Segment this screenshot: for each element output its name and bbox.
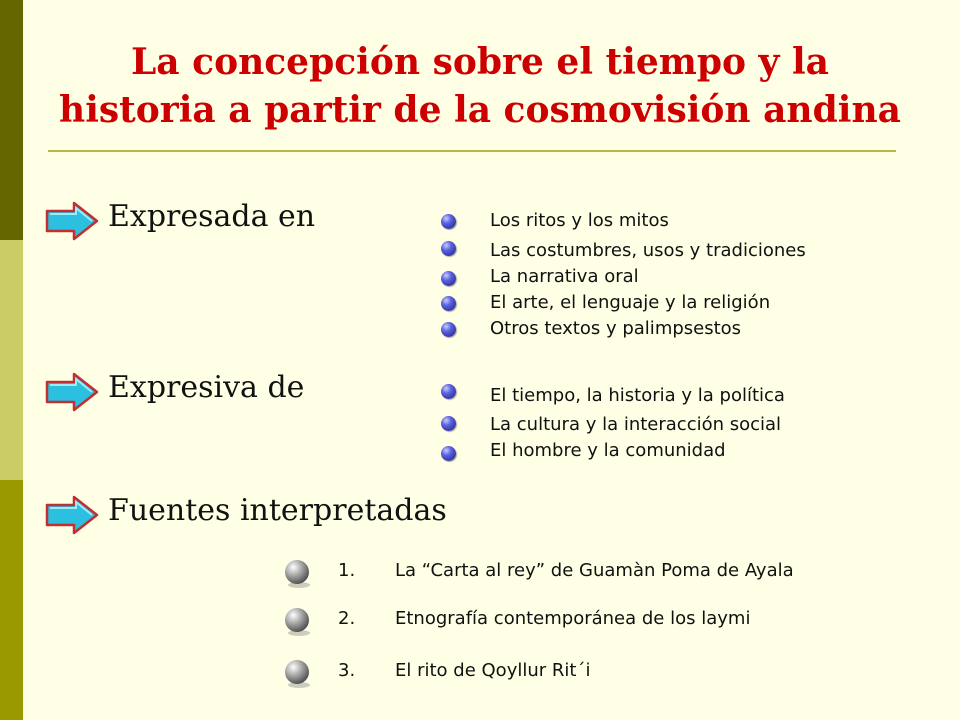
source-number: 1. (338, 560, 356, 581)
source-text: Etnografía contemporánea de los laymi (395, 608, 751, 629)
cyan-arrow-icon (44, 201, 100, 241)
sidebar-block-olive (0, 480, 23, 720)
section-heading-fuentes: Fuentes interpretadas (108, 493, 447, 528)
blue-bullet-icon (441, 384, 456, 399)
list-item-text: El tiempo, la historia y la política (490, 385, 785, 406)
blue-bullet-icon (441, 271, 456, 286)
sidebar-block-dark (0, 0, 23, 240)
list-item-text: Las costumbres, usos y tradiciones (490, 240, 806, 261)
blue-bullet-icon (441, 446, 456, 461)
source-text: El rito de Qoyllur Rit´i (395, 660, 591, 681)
sidebar-block-light (0, 240, 23, 480)
slide-title-line-1: La concepción sobre el tiempo y la (130, 41, 830, 83)
sidebar-decoration (0, 0, 23, 720)
blue-bullet-icon (441, 214, 456, 229)
list-item-text: El hombre y la comunidad (490, 440, 726, 461)
blue-bullet-icon (441, 322, 456, 337)
title-divider (48, 150, 896, 152)
blue-bullet-icon (441, 241, 456, 256)
list-item-text: La cultura y la interacción social (490, 414, 782, 435)
source-number: 2. (338, 608, 356, 629)
list-item-text: La narrativa oral (490, 266, 639, 287)
gray-sphere-bullet-icon (282, 658, 314, 690)
cyan-arrow-icon (44, 372, 100, 412)
blue-bullet-icon (441, 416, 456, 431)
list-item-text: Otros textos y palimpsestos (490, 318, 742, 339)
list-item-text: El arte, el lenguaje y la religión (490, 292, 771, 313)
section-heading-expresada: Expresada en (108, 199, 316, 234)
slide-title-line-2: historia a partir de la cosmovisión andina (59, 89, 901, 131)
cyan-arrow-icon (44, 495, 100, 535)
section-heading-expresiva: Expresiva de (108, 370, 305, 405)
blue-bullet-icon (441, 296, 456, 311)
gray-sphere-bullet-icon (282, 558, 314, 590)
slide-title (30, 38, 930, 134)
list-item-text: Los ritos y los mitos (490, 210, 669, 231)
gray-sphere-bullet-icon (282, 606, 314, 638)
source-number: 3. (338, 660, 356, 681)
source-text: La “Carta al rey” de Guamàn Poma de Ayala (395, 560, 794, 581)
